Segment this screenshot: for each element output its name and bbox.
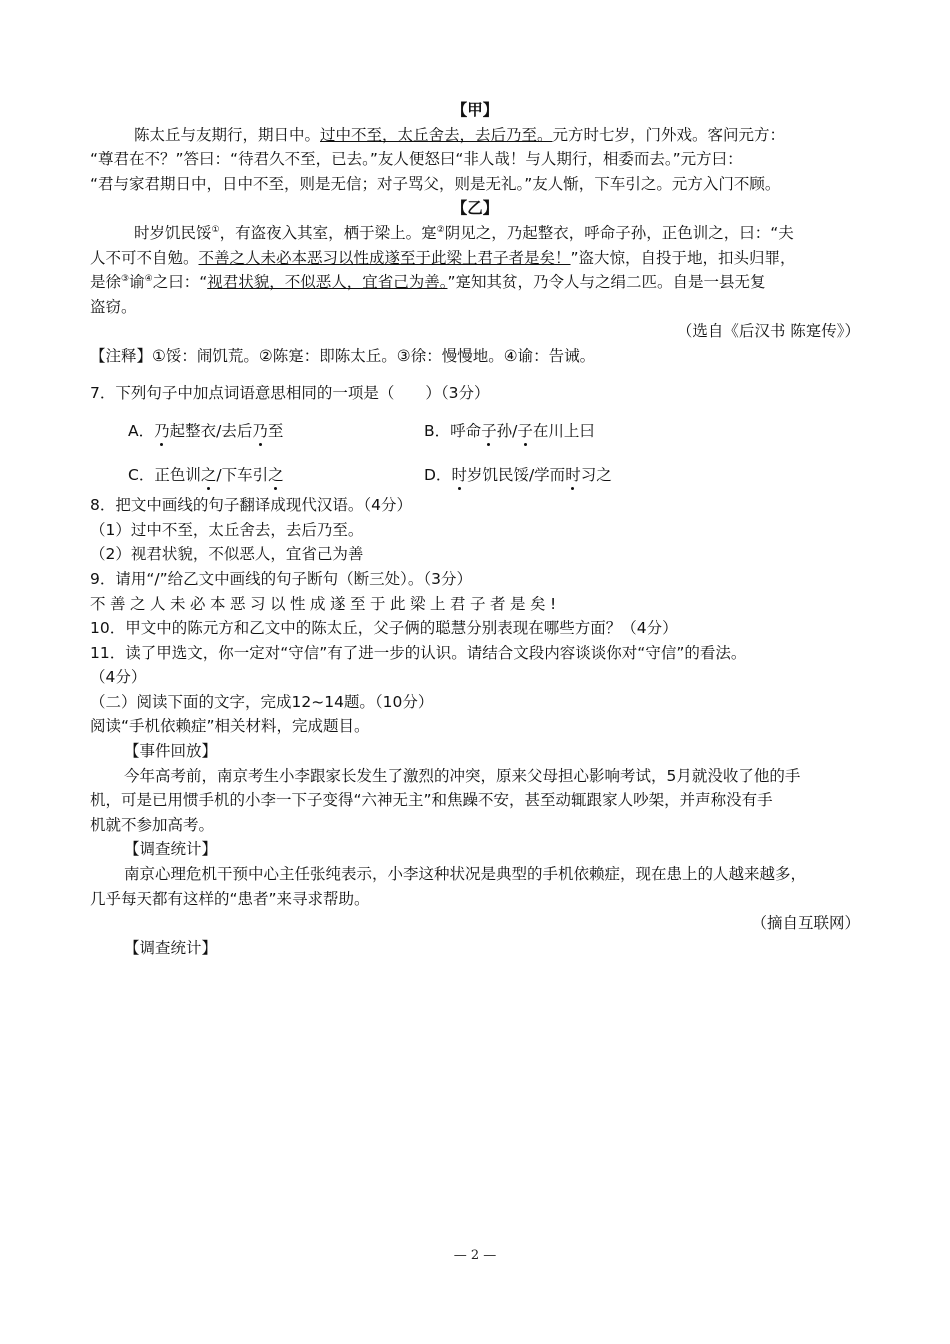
dotted-word: 之 xyxy=(268,463,284,485)
yi-line-1 xyxy=(90,221,860,246)
part-2-title: （二）阅读下面的文字，完成12~14题。（10分） xyxy=(90,692,434,711)
dotted-word: 乃 xyxy=(154,419,170,441)
subheading-survey: 【调查统计】 xyxy=(124,840,218,859)
yi-text: 之曰：“ xyxy=(152,273,208,292)
page-number: — 2 — xyxy=(453,1248,497,1263)
note-ref: ② xyxy=(436,224,445,235)
jia-text: 陈太丘与友期行，期日中。 xyxy=(134,125,321,144)
option-text: B．呼命 xyxy=(424,422,482,441)
underlined-sentence: 过中不至，太丘舍去，去后乃至。 xyxy=(320,125,553,144)
source-citation: （选自《后汉书 陈寔传》） xyxy=(676,322,860,341)
paragraph-line: 南京心理危机干预中心主任张纯表示，小李这种状况是典型的手机依赖症，现在患上的人越来越多， xyxy=(124,865,807,884)
subheading-event-replay: 【事件回放】 xyxy=(124,742,218,761)
question-7: 7．下列句子中加点词语意思相同的一项是（ ）（3分） xyxy=(90,383,490,402)
yi-text: 阴见之，乃起整衣，呼命子孙，正色训之，曰：“夫 xyxy=(444,223,794,242)
option-text: 起整衣/去后 xyxy=(169,422,253,441)
yi-text: 是徐 xyxy=(90,273,122,292)
question-8: 8．把文中画线的句子翻译成现代汉语。（4分） xyxy=(90,496,412,515)
paragraph-line: 机就不参加高考。 xyxy=(90,815,215,834)
yi-text: 谕 xyxy=(129,273,145,292)
yi-line-4: 盗窃。 xyxy=(90,297,137,316)
question-9-text: 不善之人未必本恶习以性成遂至于此梁上君子者是矣! xyxy=(90,594,561,613)
option-text: 孙/ xyxy=(496,422,518,441)
jia-line-2: “尊君在不？”答曰：“待君久不至，已去。”友人便怒曰“非人哉！与人期行，相委而去。”元方曰： xyxy=(90,150,743,169)
question-11-score: （4分） xyxy=(90,668,147,687)
question-8-item-2: （2）视君状貌，不似恶人，宜省己为善 xyxy=(90,545,364,564)
options-row-1 xyxy=(90,419,860,441)
option-text: 习之 xyxy=(580,466,612,485)
jia-line-3: “君与家君期日中，日中不至，则是无信；对子骂父，则是无礼。”友人惭，下车引之。元方入门不顾。 xyxy=(90,174,781,193)
yi-text: ，有盗夜入其室，栖于梁上。寔 xyxy=(219,223,437,242)
dotted-word: 时 xyxy=(451,463,467,485)
section-heading-jia: 【甲】 xyxy=(451,101,499,119)
option-text: C．正色训 xyxy=(128,466,201,485)
paragraph-line: 今年高考前，南京考生小李跟家长发生了激烈的冲突，原来父母担心影响考试，5月就没收了他的手 xyxy=(124,766,801,785)
question-8-item-1: （1）过中不至，太丘舍去，去后乃至。 xyxy=(90,520,364,539)
jia-line-1 xyxy=(90,123,860,148)
dotted-word: 时 xyxy=(565,463,581,485)
option-text: 在川上曰 xyxy=(532,422,595,441)
option-text: /下车引 xyxy=(216,466,269,485)
note-ref: ① xyxy=(211,224,220,235)
question-9: 9．请用“/”给乙文中画线的句子断句（断三处）。（3分） xyxy=(90,569,473,588)
yi-text: 时岁饥民馁 xyxy=(134,223,212,242)
notes: 【注释】①馁：闹饥荒。②陈寔：即陈太丘。③徐：慢慢地。④谕：告诫。 xyxy=(90,346,596,365)
part-2-intro: 阅读“手机依赖症”相关材料，完成题目。 xyxy=(90,717,370,736)
option-text: 岁饥民馁/学而 xyxy=(466,466,566,485)
option-a xyxy=(128,419,424,441)
question-11: 11．读了甲选文，你一定对“守信”有了进一步的认识。请结合文段内容谈谈你对“守信”的看法。 xyxy=(90,643,747,662)
page-content xyxy=(90,98,860,960)
yi-line-2 xyxy=(90,246,860,271)
yi-line-3 xyxy=(90,270,860,295)
note-ref: ④ xyxy=(144,274,153,285)
jia-text: 元方时七岁，门外戏。客问元方： xyxy=(552,125,786,144)
underlined-sentence: 不善之人未必本恶习以性成遂至于此梁上君子者是矣！ xyxy=(198,248,571,267)
paragraph-line: 机，可是已用惯手机的小李一下子变得“六神无主”和焦躁不安，甚至动辄跟家人吵架，并声称没有手 xyxy=(90,791,773,810)
option-text: A． xyxy=(128,422,155,441)
underlined-sentence: 视君状貌，不似恶人，宜省己为善。 xyxy=(207,273,448,292)
paragraph-line: 几乎每天都有这样的“患者”来寻求帮助。 xyxy=(90,889,370,908)
yi-text: ”寔知其贫，乃令人与之绢二匹。自是一县无复 xyxy=(447,273,766,292)
yi-text: ”盗大惊，自投于地，扣头归罪， xyxy=(570,248,796,267)
option-text: 至 xyxy=(267,422,284,441)
question-10: 10．甲文中的陈元方和乙文中的陈太丘，父子俩的聪慧分别表现在哪些方面？（4分） xyxy=(90,619,678,638)
dotted-word: 子 xyxy=(517,419,533,441)
option-text: D． xyxy=(424,466,452,485)
option-b xyxy=(424,419,720,441)
options-row-2 xyxy=(90,463,860,485)
subheading-survey: 【调查统计】 xyxy=(124,938,218,957)
dotted-word: 子 xyxy=(481,419,497,441)
yi-text: 人不可不自勉。 xyxy=(90,248,199,267)
dotted-word: 之 xyxy=(201,463,217,485)
dotted-word: 乃 xyxy=(252,419,268,441)
option-d xyxy=(424,463,720,485)
source-citation: （摘自互联网） xyxy=(751,914,860,933)
note-ref: ③ xyxy=(121,274,130,285)
section-heading-yi: 【乙】 xyxy=(451,199,499,218)
option-c xyxy=(128,463,424,485)
